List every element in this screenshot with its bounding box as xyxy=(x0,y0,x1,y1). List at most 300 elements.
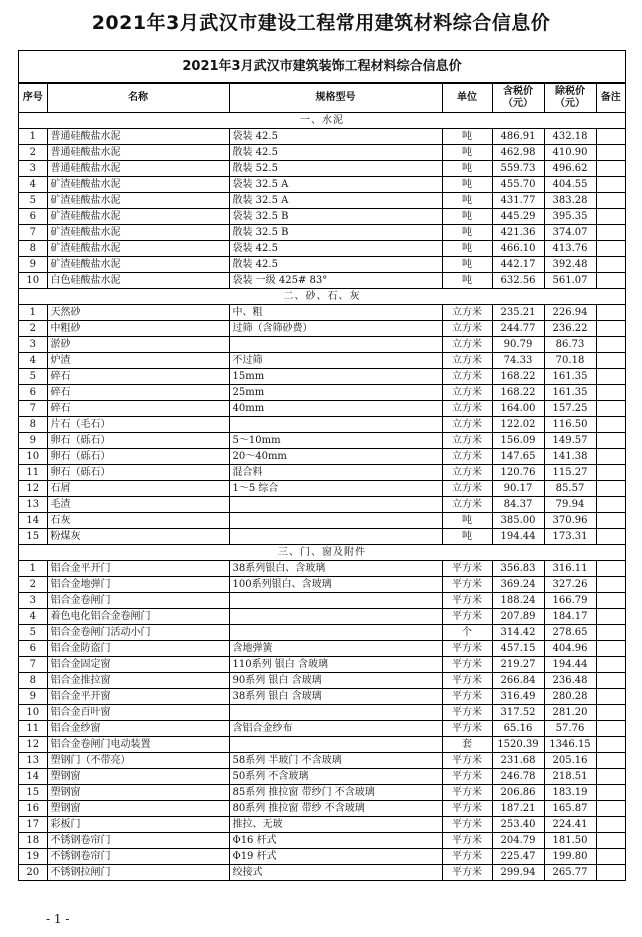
cell-no: 3 xyxy=(19,161,47,177)
cell-price-tax-excl: 374.07 xyxy=(544,225,596,241)
cell-price-tax-incl: 299.94 xyxy=(492,865,544,881)
cell-no: 14 xyxy=(19,513,47,529)
cell-spec: 50系列 不含玻璃 xyxy=(229,769,442,785)
cell-no: 3 xyxy=(19,337,47,353)
cell-name: 淤砂 xyxy=(47,337,229,353)
cell-price-tax-excl: 116.50 xyxy=(544,417,596,433)
cell-remark xyxy=(596,705,625,721)
cell-remark xyxy=(596,161,625,177)
cell-name: 矿渣硅酸盐水泥 xyxy=(47,225,229,241)
cell-no: 6 xyxy=(19,385,47,401)
cell-unit: 吨 xyxy=(442,145,492,161)
cell-price-tax-incl: 244.77 xyxy=(492,321,544,337)
cell-price-tax-excl: 115.27 xyxy=(544,465,596,481)
cell-no: 9 xyxy=(19,257,47,273)
cell-remark xyxy=(596,657,625,673)
cell-price-tax-incl: 204.79 xyxy=(492,833,544,849)
cell-spec: 散装 42.5 xyxy=(229,145,442,161)
cell-spec xyxy=(229,417,442,433)
table-row xyxy=(19,737,625,753)
section-title: 一、水泥 xyxy=(19,113,625,129)
cell-name: 矿渣硅酸盐水泥 xyxy=(47,257,229,273)
cell-name: 铝合金防盗门 xyxy=(47,641,229,657)
header-remark: 备注 xyxy=(596,84,625,113)
table-row xyxy=(19,705,625,721)
table-row xyxy=(19,849,625,865)
cell-price-tax-excl: 316.11 xyxy=(544,561,596,577)
cell-unit: 平方米 xyxy=(442,689,492,705)
table-row xyxy=(19,753,625,769)
cell-spec: 推拉、无玻 xyxy=(229,817,442,833)
cell-unit: 吨 xyxy=(442,241,492,257)
table-row xyxy=(19,385,625,401)
cell-unit: 个 xyxy=(442,625,492,641)
cell-remark xyxy=(596,433,625,449)
cell-remark xyxy=(596,385,625,401)
cell-remark xyxy=(596,225,625,241)
cell-no: 15 xyxy=(19,785,47,801)
table-row xyxy=(19,465,625,481)
cell-remark xyxy=(596,609,625,625)
cell-remark xyxy=(596,529,625,545)
cell-price-tax-incl: 421.36 xyxy=(492,225,544,241)
cell-no: 15 xyxy=(19,529,47,545)
cell-name: 矿渣硅酸盐水泥 xyxy=(47,193,229,209)
cell-price-tax-excl: 218.51 xyxy=(544,769,596,785)
cell-remark xyxy=(596,241,625,257)
cell-remark xyxy=(596,337,625,353)
cell-spec: 20～40mm xyxy=(229,449,442,465)
cell-unit: 立方米 xyxy=(442,481,492,497)
cell-price-tax-incl: 90.17 xyxy=(492,481,544,497)
cell-unit: 平方米 xyxy=(442,561,492,577)
cell-remark xyxy=(596,737,625,753)
cell-unit: 吨 xyxy=(442,161,492,177)
cell-spec: 含地弹簧 xyxy=(229,641,442,657)
cell-no: 1 xyxy=(19,305,47,321)
cell-name: 铝合金平开门 xyxy=(47,561,229,577)
cell-spec: 90系列 银白 含玻璃 xyxy=(229,673,442,689)
cell-no: 5 xyxy=(19,193,47,209)
cell-spec: 不过筛 xyxy=(229,353,442,369)
cell-name: 矿渣硅酸盐水泥 xyxy=(47,177,229,193)
table-row xyxy=(19,641,625,657)
cell-name: 普通硅酸盐水泥 xyxy=(47,161,229,177)
header-no: 序号 xyxy=(19,84,47,113)
cell-remark xyxy=(596,865,625,881)
cell-unit: 立方米 xyxy=(442,385,492,401)
cell-name: 天然砂 xyxy=(47,305,229,321)
cell-unit: 立方米 xyxy=(442,305,492,321)
cell-spec xyxy=(229,593,442,609)
cell-price-tax-incl: 219.27 xyxy=(492,657,544,673)
cell-name: 着色电化铝合金卷闸门 xyxy=(47,609,229,625)
table-row xyxy=(19,865,625,881)
cell-price-tax-excl: 1346.15 xyxy=(544,737,596,753)
cell-price-tax-excl: 181.50 xyxy=(544,833,596,849)
table-row xyxy=(19,369,625,385)
cell-price-tax-incl: 462.98 xyxy=(492,145,544,161)
cell-spec: 袋装 32.5 B xyxy=(229,209,442,225)
table-row xyxy=(19,305,625,321)
table-row xyxy=(19,241,625,257)
table-row xyxy=(19,321,625,337)
cell-name: 中粗砂 xyxy=(47,321,229,337)
cell-spec: 散装 32.5 B xyxy=(229,225,442,241)
cell-spec xyxy=(229,625,442,641)
cell-price-tax-excl: 70.18 xyxy=(544,353,596,369)
cell-price-tax-excl: 236.22 xyxy=(544,321,596,337)
table-row xyxy=(19,225,625,241)
cell-no: 19 xyxy=(19,849,47,865)
cell-unit: 平方米 xyxy=(442,769,492,785)
cell-price-tax-incl: 632.56 xyxy=(492,273,544,289)
cell-remark xyxy=(596,641,625,657)
cell-price-tax-incl: 253.40 xyxy=(492,817,544,833)
cell-name: 白色硅酸盐水泥 xyxy=(47,273,229,289)
cell-spec: 80系列 推拉窗 带纱 不含玻璃 xyxy=(229,801,442,817)
cell-spec xyxy=(229,529,442,545)
cell-remark xyxy=(596,305,625,321)
cell-unit: 吨 xyxy=(442,273,492,289)
cell-name: 塑钢窗 xyxy=(47,769,229,785)
cell-price-tax-incl: 168.22 xyxy=(492,369,544,385)
cell-name: 碎石 xyxy=(47,369,229,385)
cell-unit: 立方米 xyxy=(442,321,492,337)
cell-name: 不锈钢拉闸门 xyxy=(47,865,229,881)
cell-no: 10 xyxy=(19,273,47,289)
cell-price-tax-incl: 74.33 xyxy=(492,353,544,369)
cell-no: 1 xyxy=(19,129,47,145)
cell-price-tax-excl: 199.80 xyxy=(544,849,596,865)
cell-unit: 平方米 xyxy=(442,801,492,817)
cell-remark xyxy=(596,833,625,849)
cell-unit: 吨 xyxy=(442,177,492,193)
cell-remark xyxy=(596,129,625,145)
cell-remark xyxy=(596,257,625,273)
cell-remark xyxy=(596,449,625,465)
cell-price-tax-incl: 168.22 xyxy=(492,385,544,401)
section-title: 三、门、窗及附件 xyxy=(19,545,625,561)
table-row xyxy=(19,593,625,609)
cell-name: 毛渣 xyxy=(47,497,229,513)
table-row xyxy=(19,417,625,433)
cell-name: 彩板门 xyxy=(47,817,229,833)
cell-price-tax-excl: 183.19 xyxy=(544,785,596,801)
cell-name: 炉渣 xyxy=(47,353,229,369)
cell-name: 不锈钢卷帘门 xyxy=(47,833,229,849)
cell-unit: 立方米 xyxy=(442,353,492,369)
cell-spec: 过筛（含筛砂费） xyxy=(229,321,442,337)
cell-price-tax-incl: 431.77 xyxy=(492,193,544,209)
cell-name: 卵石（砾石） xyxy=(47,465,229,481)
cell-spec: 85系列 推拉窗 带纱门 不含玻璃 xyxy=(229,785,442,801)
cell-no: 10 xyxy=(19,705,47,721)
cell-unit: 立方米 xyxy=(442,401,492,417)
table-row xyxy=(19,129,625,145)
cell-spec: 40mm xyxy=(229,401,442,417)
section-title: 二、砂、石、灰 xyxy=(19,289,625,305)
cell-price-tax-excl: 404.96 xyxy=(544,641,596,657)
cell-remark xyxy=(596,321,625,337)
cell-price-tax-excl: 161.35 xyxy=(544,385,596,401)
cell-no: 7 xyxy=(19,225,47,241)
cell-price-tax-incl: 385.00 xyxy=(492,513,544,529)
cell-unit: 平方米 xyxy=(442,593,492,609)
cell-no: 11 xyxy=(19,465,47,481)
cell-unit: 平方米 xyxy=(442,657,492,673)
cell-spec: 110系列 银白 含玻璃 xyxy=(229,657,442,673)
cell-unit: 平方米 xyxy=(442,641,492,657)
cell-unit: 立方米 xyxy=(442,433,492,449)
cell-price-tax-incl: 225.47 xyxy=(492,849,544,865)
cell-price-tax-incl: 122.02 xyxy=(492,417,544,433)
cell-no: 12 xyxy=(19,481,47,497)
cell-remark xyxy=(596,689,625,705)
cell-price-tax-excl: 86.73 xyxy=(544,337,596,353)
cell-name: 碎石 xyxy=(47,385,229,401)
cell-name: 铝合金卷闸门电动装置 xyxy=(47,737,229,753)
cell-remark xyxy=(596,481,625,497)
cell-name: 铝合金卷闸门活动小门 xyxy=(47,625,229,641)
cell-price-tax-excl: 404.55 xyxy=(544,177,596,193)
price-sheet xyxy=(18,50,626,881)
cell-price-tax-excl: 205.16 xyxy=(544,753,596,769)
table-row xyxy=(19,785,625,801)
cell-remark xyxy=(596,465,625,481)
cell-price-tax-excl: 413.76 xyxy=(544,241,596,257)
cell-name: 矿渣硅酸盐水泥 xyxy=(47,241,229,257)
header-spec: 规格型号 xyxy=(229,84,442,113)
cell-name: 铝合金地弹门 xyxy=(47,577,229,593)
cell-unit: 立方米 xyxy=(442,497,492,513)
section-row xyxy=(19,545,625,561)
table-row xyxy=(19,817,625,833)
cell-name: 塑钢窗 xyxy=(47,785,229,801)
table-row xyxy=(19,689,625,705)
cell-remark xyxy=(596,401,625,417)
cell-no: 2 xyxy=(19,321,47,337)
cell-price-tax-incl: 231.68 xyxy=(492,753,544,769)
cell-price-tax-excl: 392.48 xyxy=(544,257,596,273)
cell-no: 9 xyxy=(19,433,47,449)
table-row xyxy=(19,577,625,593)
cell-price-tax-excl: 496.62 xyxy=(544,161,596,177)
cell-no: 13 xyxy=(19,753,47,769)
cell-name: 铝合金平开窗 xyxy=(47,689,229,705)
cell-no: 11 xyxy=(19,721,47,737)
cell-spec: 15mm xyxy=(229,369,442,385)
cell-price-tax-excl: 265.77 xyxy=(544,865,596,881)
cell-unit: 立方米 xyxy=(442,449,492,465)
cell-spec: 袋装 一级 425# 83° xyxy=(229,273,442,289)
page-title: 2021年3月武汉市建设工程常用建筑材料综合信息价 xyxy=(91,12,551,34)
cell-remark xyxy=(596,177,625,193)
cell-no: 8 xyxy=(19,241,47,257)
cell-no: 5 xyxy=(19,369,47,385)
cell-remark xyxy=(596,801,625,817)
table-row xyxy=(19,481,625,497)
cell-price-tax-excl: 410.90 xyxy=(544,145,596,161)
table-row xyxy=(19,609,625,625)
table-row xyxy=(19,657,625,673)
cell-remark xyxy=(596,145,625,161)
cell-no: 9 xyxy=(19,689,47,705)
cell-price-tax-incl: 442.17 xyxy=(492,257,544,273)
cell-remark xyxy=(596,817,625,833)
table-row xyxy=(19,177,625,193)
cell-name: 卵石（砾石） xyxy=(47,433,229,449)
table-row xyxy=(19,161,625,177)
cell-price-tax-excl: 370.96 xyxy=(544,513,596,529)
cell-name: 石屑 xyxy=(47,481,229,497)
cell-unit: 吨 xyxy=(442,513,492,529)
cell-unit: 平方米 xyxy=(442,673,492,689)
cell-spec: Φ16 杆式 xyxy=(229,833,442,849)
cell-price-tax-excl: 173.31 xyxy=(544,529,596,545)
cell-price-tax-excl: 395.35 xyxy=(544,209,596,225)
cell-unit: 立方米 xyxy=(442,417,492,433)
cell-unit: 立方米 xyxy=(442,337,492,353)
cell-name: 铝合金卷闸门 xyxy=(47,593,229,609)
cell-no: 6 xyxy=(19,641,47,657)
header-row xyxy=(19,84,625,113)
cell-unit: 吨 xyxy=(442,529,492,545)
cell-unit: 吨 xyxy=(442,209,492,225)
table-title: 2021年3月武汉市建筑装饰工程材料综合信息价 xyxy=(19,51,625,83)
cell-price-tax-excl: 383.28 xyxy=(544,193,596,209)
cell-no: 6 xyxy=(19,209,47,225)
cell-name: 卵石（砾石） xyxy=(47,449,229,465)
cell-no: 7 xyxy=(19,401,47,417)
cell-price-tax-excl: 281.20 xyxy=(544,705,596,721)
cell-remark xyxy=(596,673,625,689)
cell-remark xyxy=(596,769,625,785)
cell-no: 5 xyxy=(19,625,47,641)
cell-name: 普通硅酸盐水泥 xyxy=(47,145,229,161)
cell-price-tax-excl: 85.57 xyxy=(544,481,596,497)
cell-price-tax-incl: 486.91 xyxy=(492,129,544,145)
page-number: - 1 - xyxy=(46,912,70,926)
cell-remark xyxy=(596,577,625,593)
cell-no: 17 xyxy=(19,817,47,833)
table-row xyxy=(19,513,625,529)
cell-no: 14 xyxy=(19,769,47,785)
cell-name: 铝合金固定窗 xyxy=(47,657,229,673)
table-row xyxy=(19,801,625,817)
cell-unit: 平方米 xyxy=(442,609,492,625)
cell-price-tax-excl: 236.48 xyxy=(544,673,596,689)
cell-price-tax-incl: 194.44 xyxy=(492,529,544,545)
section-row xyxy=(19,289,625,305)
cell-spec: 散装 42.5 xyxy=(229,257,442,273)
cell-unit: 平方米 xyxy=(442,785,492,801)
cell-price-tax-excl: 149.57 xyxy=(544,433,596,449)
cell-spec xyxy=(229,705,442,721)
cell-name: 石灰 xyxy=(47,513,229,529)
cell-price-tax-incl: 314.42 xyxy=(492,625,544,641)
cell-unit: 平方米 xyxy=(442,833,492,849)
cell-remark xyxy=(596,193,625,209)
cell-remark xyxy=(596,417,625,433)
header-unit: 单位 xyxy=(442,84,492,113)
cell-spec: 散装 32.5 A xyxy=(229,193,442,209)
cell-unit: 平方米 xyxy=(442,577,492,593)
cell-price-tax-incl: 266.84 xyxy=(492,673,544,689)
cell-unit: 平方米 xyxy=(442,753,492,769)
cell-price-tax-incl: 356.83 xyxy=(492,561,544,577)
cell-spec: 中、粗 xyxy=(229,305,442,321)
cell-unit: 立方米 xyxy=(442,369,492,385)
cell-no: 4 xyxy=(19,177,47,193)
cell-price-tax-incl: 207.89 xyxy=(492,609,544,625)
cell-no: 1 xyxy=(19,561,47,577)
cell-price-tax-excl: 184.17 xyxy=(544,609,596,625)
table-row xyxy=(19,673,625,689)
cell-unit: 吨 xyxy=(442,193,492,209)
cell-price-tax-excl: 141.38 xyxy=(544,449,596,465)
cell-price-tax-incl: 235.21 xyxy=(492,305,544,321)
cell-no: 8 xyxy=(19,673,47,689)
cell-price-tax-excl: 224.41 xyxy=(544,817,596,833)
table-row xyxy=(19,209,625,225)
cell-unit: 平方米 xyxy=(442,721,492,737)
table-row xyxy=(19,529,625,545)
cell-price-tax-excl: 280.28 xyxy=(544,689,596,705)
cell-name: 片石（毛石） xyxy=(47,417,229,433)
cell-spec: 38系列银白、含玻璃 xyxy=(229,561,442,577)
table-row xyxy=(19,833,625,849)
cell-name: 铝合金百叶窗 xyxy=(47,705,229,721)
cell-name: 铝合金纱窗 xyxy=(47,721,229,737)
cell-unit: 平方米 xyxy=(442,705,492,721)
cell-price-tax-excl: 278.65 xyxy=(544,625,596,641)
cell-unit: 吨 xyxy=(442,225,492,241)
cell-price-tax-excl: 79.94 xyxy=(544,497,596,513)
cell-spec: 5～10mm xyxy=(229,433,442,449)
cell-remark xyxy=(596,561,625,577)
cell-price-tax-excl: 432.18 xyxy=(544,129,596,145)
cell-spec: 袋装 32.5 A xyxy=(229,177,442,193)
cell-remark xyxy=(596,625,625,641)
cell-unit: 吨 xyxy=(442,257,492,273)
price-table xyxy=(19,83,625,881)
cell-remark xyxy=(596,785,625,801)
cell-remark xyxy=(596,497,625,513)
cell-name: 碎石 xyxy=(47,401,229,417)
cell-price-tax-incl: 90.79 xyxy=(492,337,544,353)
table-row xyxy=(19,721,625,737)
cell-spec xyxy=(229,609,442,625)
cell-price-tax-incl: 120.76 xyxy=(492,465,544,481)
cell-spec xyxy=(229,497,442,513)
cell-no: 18 xyxy=(19,833,47,849)
cell-spec: 25mm xyxy=(229,385,442,401)
cell-no: 3 xyxy=(19,593,47,609)
cell-spec: 含铝合金纱布 xyxy=(229,721,442,737)
header-tax-excl: 除税价（元） xyxy=(544,84,596,113)
cell-name: 矿渣硅酸盐水泥 xyxy=(47,209,229,225)
cell-price-tax-excl: 166.79 xyxy=(544,593,596,609)
cell-unit: 吨 xyxy=(442,129,492,145)
cell-price-tax-excl: 165.87 xyxy=(544,801,596,817)
cell-price-tax-incl: 188.24 xyxy=(492,593,544,609)
cell-no: 8 xyxy=(19,417,47,433)
cell-price-tax-incl: 156.09 xyxy=(492,433,544,449)
cell-remark xyxy=(596,513,625,529)
table-row xyxy=(19,625,625,641)
cell-remark xyxy=(596,593,625,609)
